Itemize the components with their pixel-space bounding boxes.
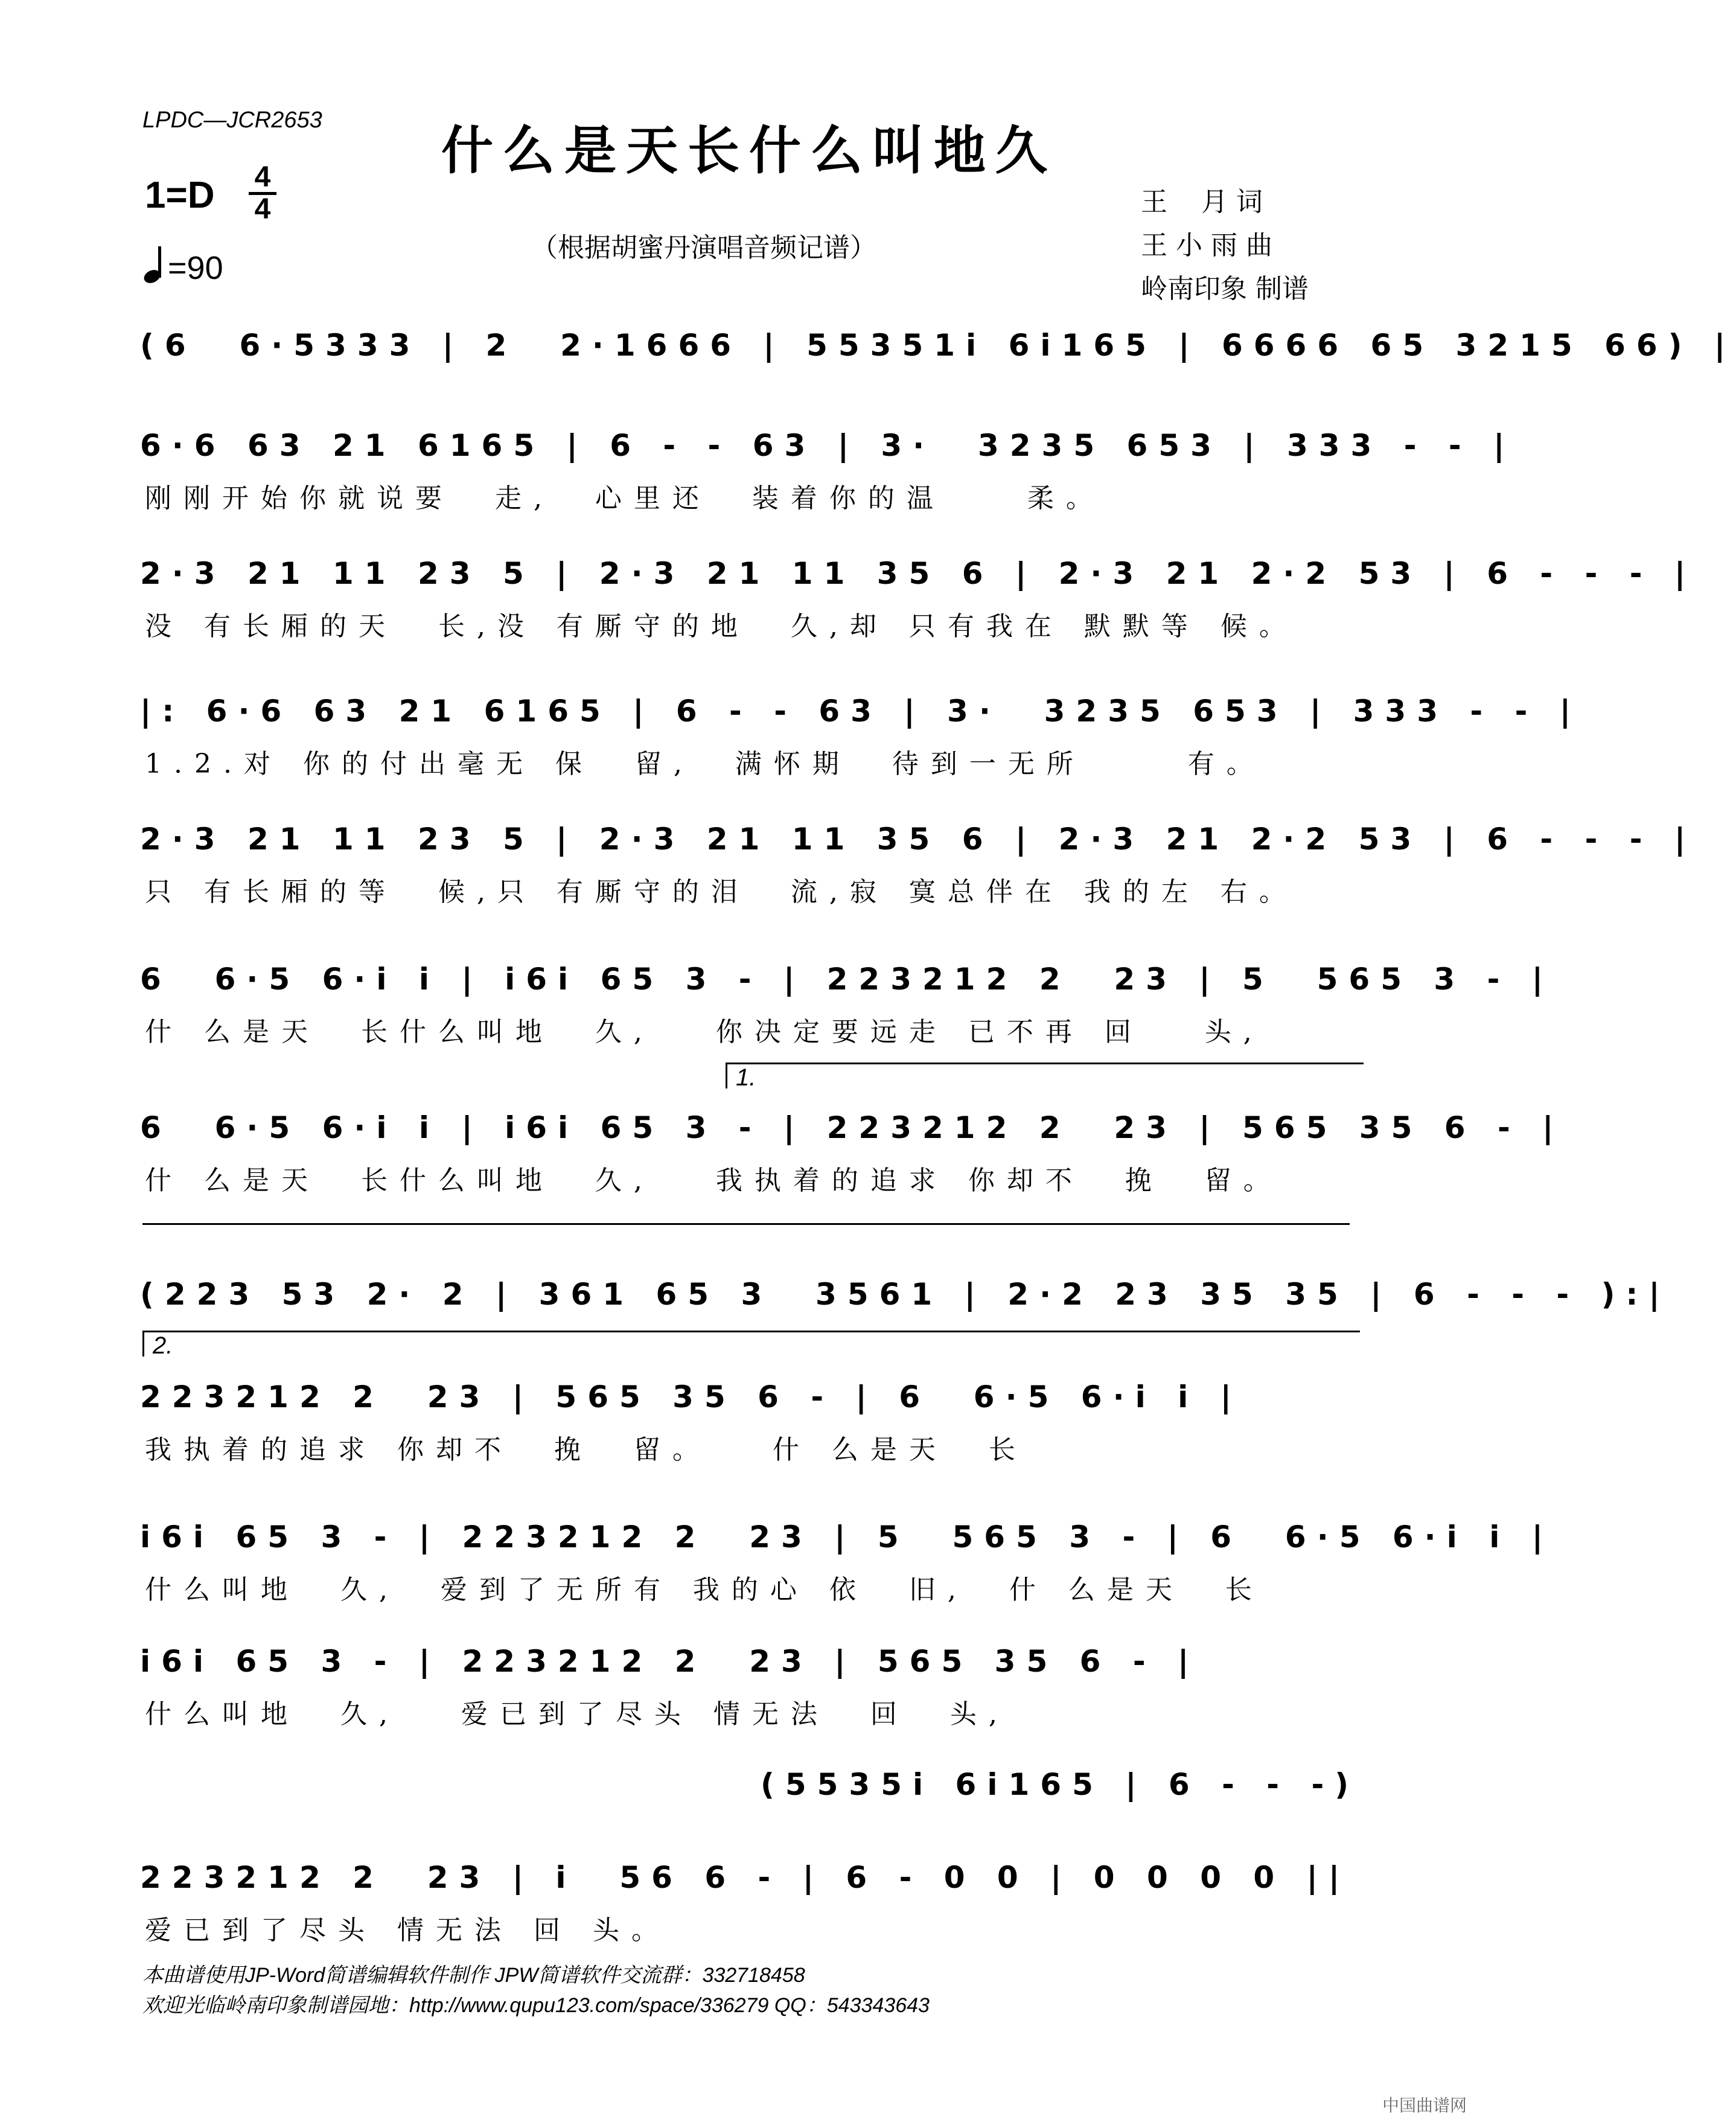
notation-line: 223212 2 23 | 565 35 6 - | 6 6·5 6·i i | bbox=[140, 1379, 1242, 1414]
footer-website-note: 欢迎光临岭南印象制谱园地：http://www.qupu123.com/space/336279 QQ：543343643 bbox=[142, 1994, 930, 2017]
notation-line: 6 6·5 6·i i | i6i 65 3 - | 223212 2 23 | 5 565 3 - | bbox=[140, 962, 1554, 997]
volta-first-ending: 1. bbox=[726, 1063, 1364, 1088]
score-system bbox=[140, 1846, 1362, 1946]
lyrics-line: 什 么是天 长什么叫地 久, 我执着的追求 你却不 挽 留。 bbox=[145, 1165, 1282, 1196]
score-system bbox=[140, 414, 1516, 514]
notation-line: (5535i 6i165 | 6 - - -) bbox=[761, 1767, 1360, 1802]
time-top: 4 bbox=[254, 161, 271, 193]
lyricist-credit: 王 月 词 bbox=[1141, 187, 1263, 217]
footer-software-note: 本曲谱使用JP-Word简谱编辑软件制作 JPW简谱软件交流群：332718458 bbox=[142, 1964, 805, 1987]
score-system bbox=[140, 314, 1736, 411]
notation-line: 2·3 21 11 23 5 | 2·3 21 11 35 6 | 2·3 21 2·2 53 | 6 - - - | bbox=[140, 556, 1697, 591]
volta-second-ending: 2. bbox=[142, 1331, 1360, 1357]
lyrics-line: 只 有长厢的等 候,只 有厮守的泪 流,寂 寞总伴在 我的左 右。 bbox=[145, 877, 1298, 907]
score-system bbox=[140, 1506, 1554, 1605]
lyrics-line: 什么叫地 久, 爱已到了尽头 情无法 回 头, bbox=[145, 1699, 1009, 1730]
notation-line: (6 6·5333 | 2 2·1666 | 55351i 6i165 | 6666 65 3215 66) | bbox=[140, 328, 1736, 363]
lyrics-line: 什么叫地 久, 爱到了无所有 我的心 依 旧, 什 么是天 长 bbox=[145, 1574, 1264, 1605]
lyrics-line: 什 么是天 长什么叫地 久, 你决定要远走 已不再 回 头, bbox=[145, 1017, 1264, 1047]
instrumental-interlude bbox=[761, 1753, 1358, 1816]
score-system bbox=[140, 1366, 1362, 1465]
notation-line: i6i 65 3 - | 223212 2 23 | 565 35 6 - | bbox=[140, 1644, 1200, 1679]
notation-line: (223 53 2· 2 | 361 65 3 3561 | 2·2 23 35 35 | 6 - - - ):| bbox=[140, 1277, 1671, 1312]
volta-bracket-line bbox=[142, 1223, 1350, 1225]
lyrics-line: 1.2.对 你的付出毫无 保 留, 满怀期 待到一无所 有。 bbox=[145, 749, 1265, 779]
transcriber-credit: 岭南印象 制谱 bbox=[1141, 273, 1309, 304]
watermark-logo: 中国曲谱网 bbox=[1382, 2095, 1467, 2115]
score-system bbox=[140, 808, 1697, 907]
notation-line: 6 6·5 6·i i | i6i 65 3 - | 223212 2 23 | 565 35 6 - | bbox=[140, 1110, 1565, 1145]
score-system bbox=[140, 680, 1581, 779]
time-bottom: 4 bbox=[254, 193, 271, 225]
composer-credit: 王 小 雨 曲 bbox=[1141, 230, 1272, 261]
score-code: LPDC—JCR2653 bbox=[142, 107, 322, 133]
lyrics-line: 爱已到了尽头 情无法 回 头。 bbox=[145, 1915, 670, 1946]
score-system bbox=[140, 542, 1697, 642]
notation-line: 2·3 21 11 23 5 | 2·3 21 11 35 6 | 2·3 21 2·2 53 | 6 - - - | bbox=[140, 822, 1697, 857]
lyrics-line: 刚刚开始你就说要 走, 心里还 装着你的温 柔。 bbox=[145, 483, 1105, 514]
key-signature: 1=D bbox=[145, 174, 215, 216]
quarter-note-icon bbox=[141, 248, 168, 284]
notation-line: i6i 65 3 - | 223212 2 23 | 5 565 3 - | 6 6·5 6·i i | bbox=[140, 1520, 1554, 1555]
notation-line: |: 6·6 63 21 6165 | 6 - - 63 | 3· 3235 653 | 333 - - | bbox=[140, 694, 1581, 729]
score-system bbox=[140, 1630, 1362, 1730]
notation-line: 223212 2 23 | i 56 6 - | 6 - 0 0 | 0 0 0 0 || bbox=[140, 1860, 1351, 1895]
score-system bbox=[140, 1096, 1565, 1196]
lyrics-line: 我执着的追求 你却不 挽 留。 什 么是天 长 bbox=[145, 1434, 1027, 1465]
time-signature bbox=[249, 161, 276, 225]
lyrics-line: 没 有长厢的天 长,没 有厮守的地 久,却 只有我在 默默等 候。 bbox=[145, 611, 1298, 642]
song-title: 什么是天长什么叫地久 bbox=[441, 120, 1057, 181]
tempo-marking bbox=[141, 248, 223, 287]
score-system bbox=[140, 948, 1554, 1047]
subtitle: （根据胡蜜丹演唱音频记谱） bbox=[531, 232, 876, 263]
tempo-value: =90 bbox=[168, 250, 223, 286]
notation-line: 6·6 63 21 6165 | 6 - - 63 | 3· 3235 653 | 333 - - | bbox=[140, 428, 1516, 463]
